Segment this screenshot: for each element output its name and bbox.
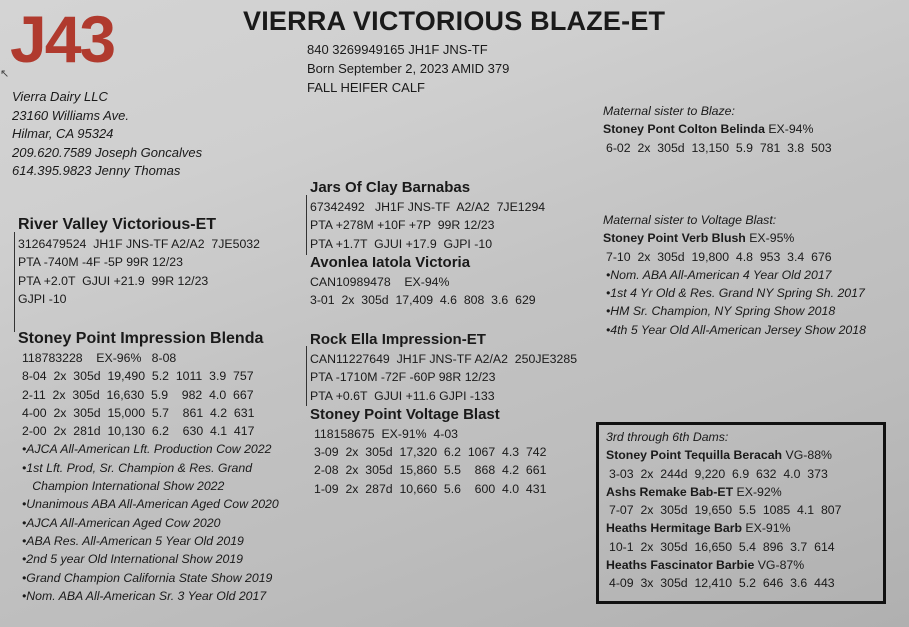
dam-entry-name: Ashs Remake Bab-ET xyxy=(606,484,734,499)
owner-line: 209.620.7589 Joseph Goncalves xyxy=(12,144,203,160)
dam-line: 4-00 2x 305d 15,000 5.7 861 4.2 631 xyxy=(22,405,255,420)
mouse-cursor-icon: ↖ xyxy=(0,68,10,80)
sister-heading: Maternal sister to Blaze: xyxy=(603,104,735,118)
animal-info xyxy=(307,40,509,97)
dam-honor: •AJCA All-American Aged Cow 2020 xyxy=(22,515,221,530)
info-line: Born September 2, 2023 AMID 379 xyxy=(307,61,510,76)
maternal-sister-voltage xyxy=(603,211,866,339)
animal-title: VIERRA VICTORIOUS BLAZE-ET xyxy=(243,6,666,36)
sister-honor: •1st 4 Yr Old & Res. Grand NY Spring Sh. 2017 xyxy=(606,286,865,301)
sister-honor: •HM Sr. Champion, NY Spring Show 2018 xyxy=(606,304,836,319)
dam-dam-line: 3-09 2x 305d 17,320 6.2 1067 4.3 742 xyxy=(314,445,547,460)
sire-line: PTA -740M -4F -5P 99R 12/23 xyxy=(18,255,183,270)
dam-honor: •AJCA All-American Lft. Production Cow 2022 xyxy=(22,442,272,457)
info-line: FALL HEIFER CALF xyxy=(307,80,425,95)
sister-record: 7-10 2x 305d 19,800 4.8 953 3.4 676 xyxy=(606,249,832,264)
dam-entry-score: VG-87% xyxy=(754,558,805,573)
dam-honor: •Unanimous ABA All-American Aged Cow 2020 xyxy=(22,497,279,512)
sire-block xyxy=(18,215,260,308)
dam-entry-name: Stoney Point Tequilla Beracah xyxy=(606,448,783,463)
dam-dam-name: Stoney Point Voltage Blast xyxy=(310,405,500,423)
dam-entry-score: EX-92% xyxy=(733,484,782,499)
dam-entry-record: 4-09 3x 305d 12,410 5.2 646 3.6 443 xyxy=(609,576,835,591)
dam-line: 118783228 EX-96% 8-08 xyxy=(22,351,177,365)
dam-line: 2-00 2x 281d 10,130 6.2 630 4.1 417 xyxy=(22,424,255,439)
sister-score: EX-94% xyxy=(764,122,814,137)
dam-honor: •1st Lft. Prod, Sr. Champion & Res. Grand xyxy=(22,460,253,475)
sire-name: River Valley Victorious-ET xyxy=(18,216,217,233)
sister-heading: Maternal sister to Voltage Blast: xyxy=(603,213,777,227)
pedigree-bracket xyxy=(306,195,307,255)
sire-line: GJPI -10 xyxy=(18,291,67,306)
pedigree-bracket xyxy=(14,232,15,332)
sister-honor: •Nom. ABA All-American 4 Year Old 2017 xyxy=(606,267,832,282)
dam-name: Stoney Point Impression Blenda xyxy=(18,330,264,347)
dam-entry-record: 10-1 2x 305d 16,650 5.4 896 3.7 614 xyxy=(609,539,835,554)
dam-dam-line: 1-09 2x 287d 10,660 5.6 600 4.0 431 xyxy=(314,481,547,496)
dam-entry-score: EX-91% xyxy=(742,521,791,536)
dam-line: 8-04 2x 305d 19,490 5.2 1011 3.9 757 xyxy=(22,369,254,384)
dam-sire-line: PTA +0.6T GJUI +11.6 GJPI -133 xyxy=(310,388,495,403)
sister-honor: •4th 5 Year Old All-American Jersey Show 2018 xyxy=(606,322,866,337)
sire-dam-line: 3-01 2x 305d 17,409 4.6 808 3.6 629 xyxy=(310,293,536,308)
dams-box xyxy=(596,422,886,604)
sister-name: Stoney Point Verb Blush xyxy=(603,231,746,246)
info-line: 840 3269949165 JH1F JNS-TF xyxy=(307,42,488,57)
dam-sire-block xyxy=(310,330,577,498)
sire-sire-block xyxy=(310,178,545,309)
sire-sire-name: Jars Of Clay Barnabas xyxy=(310,179,471,196)
dam-honor: •Grand Champion California State Show 2019 xyxy=(22,570,273,585)
owner-line: 614.395.9823 Jenny Thomas xyxy=(12,163,181,179)
owner-line: 23160 Williams Ave. xyxy=(12,107,129,123)
dam-entry-record: 3-03 2x 244d 9,220 6.9 632 4.0 373 xyxy=(609,466,828,481)
dam-dam-line: 118158675 EX-91% 4-03 xyxy=(314,426,459,441)
dam-dam-line: 2-08 2x 305d 15,860 5.5 868 4.2 661 xyxy=(314,463,547,478)
dam-honor: •ABA Res. All-American 5 Year Old 2019 xyxy=(22,533,244,548)
dam-entry-score: VG-88% xyxy=(782,448,832,463)
sire-dam-line: CAN10989478 EX-94% xyxy=(310,274,450,289)
pedigree-bracket xyxy=(306,346,307,406)
owner-line: Vierra Dairy LLC xyxy=(12,89,108,104)
lot-number: J43 xyxy=(10,2,115,76)
maternal-sister-blaze xyxy=(603,102,832,157)
dam-honor: •2nd 5 year Old International Show 2019 xyxy=(22,552,244,567)
dam-entry-name: Heaths Hermitage Barb xyxy=(606,521,742,536)
dam-honor: Champion International Show 2022 xyxy=(22,479,225,494)
sire-sire-line: PTA +278M +10F +7P 99R 12/23 xyxy=(310,218,495,233)
owner-line: Hilmar, CA 95324 xyxy=(12,126,114,142)
dams-box-content xyxy=(606,428,841,593)
dam-honor: •Nom. ABA All-American Sr. 3 Year Old 2017 xyxy=(22,588,267,603)
dam-entry-name: Heaths Fascinator Barbie xyxy=(606,558,755,573)
dam-sire-line: CAN11227649 JH1F JNS-TF A2/A2 250JE3285 xyxy=(310,352,578,366)
sister-name: Stoney Pont Colton Belinda xyxy=(603,122,765,137)
dam-sire-name: Rock Ella Impression-ET xyxy=(310,331,486,348)
dam-sire-line: PTA -1710M -72F -60P 98R 12/23 xyxy=(310,370,496,385)
sister-score: EX-95% xyxy=(745,231,795,246)
dam-line: 2-11 2x 305d 16,630 5.9 982 4.0 667 xyxy=(22,387,254,402)
dam-entry-record: 7-07 2x 305d 19,650 5.5 1085 4.1 807 xyxy=(609,503,842,518)
sire-dam-name: Avonlea Iatola Victoria xyxy=(310,253,471,271)
sire-line: 3126479524 JH1F JNS-TF A2/A2 7JE5032 xyxy=(18,237,260,251)
dams-box-heading: 3rd through 6th Dams: xyxy=(606,430,729,444)
owner-info xyxy=(12,88,202,181)
sire-sire-line: 67342492 JH1F JNS-TF A2/A2 7JE1294 xyxy=(310,200,546,214)
sire-sire-line: PTA +1.7T GJUI +17.9 GJPI -10 xyxy=(310,236,493,251)
sister-record: 6-02 2x 305d 13,150 5.9 781 3.8 503 xyxy=(606,140,832,155)
sire-line: PTA +2.0T GJUI +21.9 99R 12/23 xyxy=(18,273,209,288)
dam-block xyxy=(18,329,279,605)
